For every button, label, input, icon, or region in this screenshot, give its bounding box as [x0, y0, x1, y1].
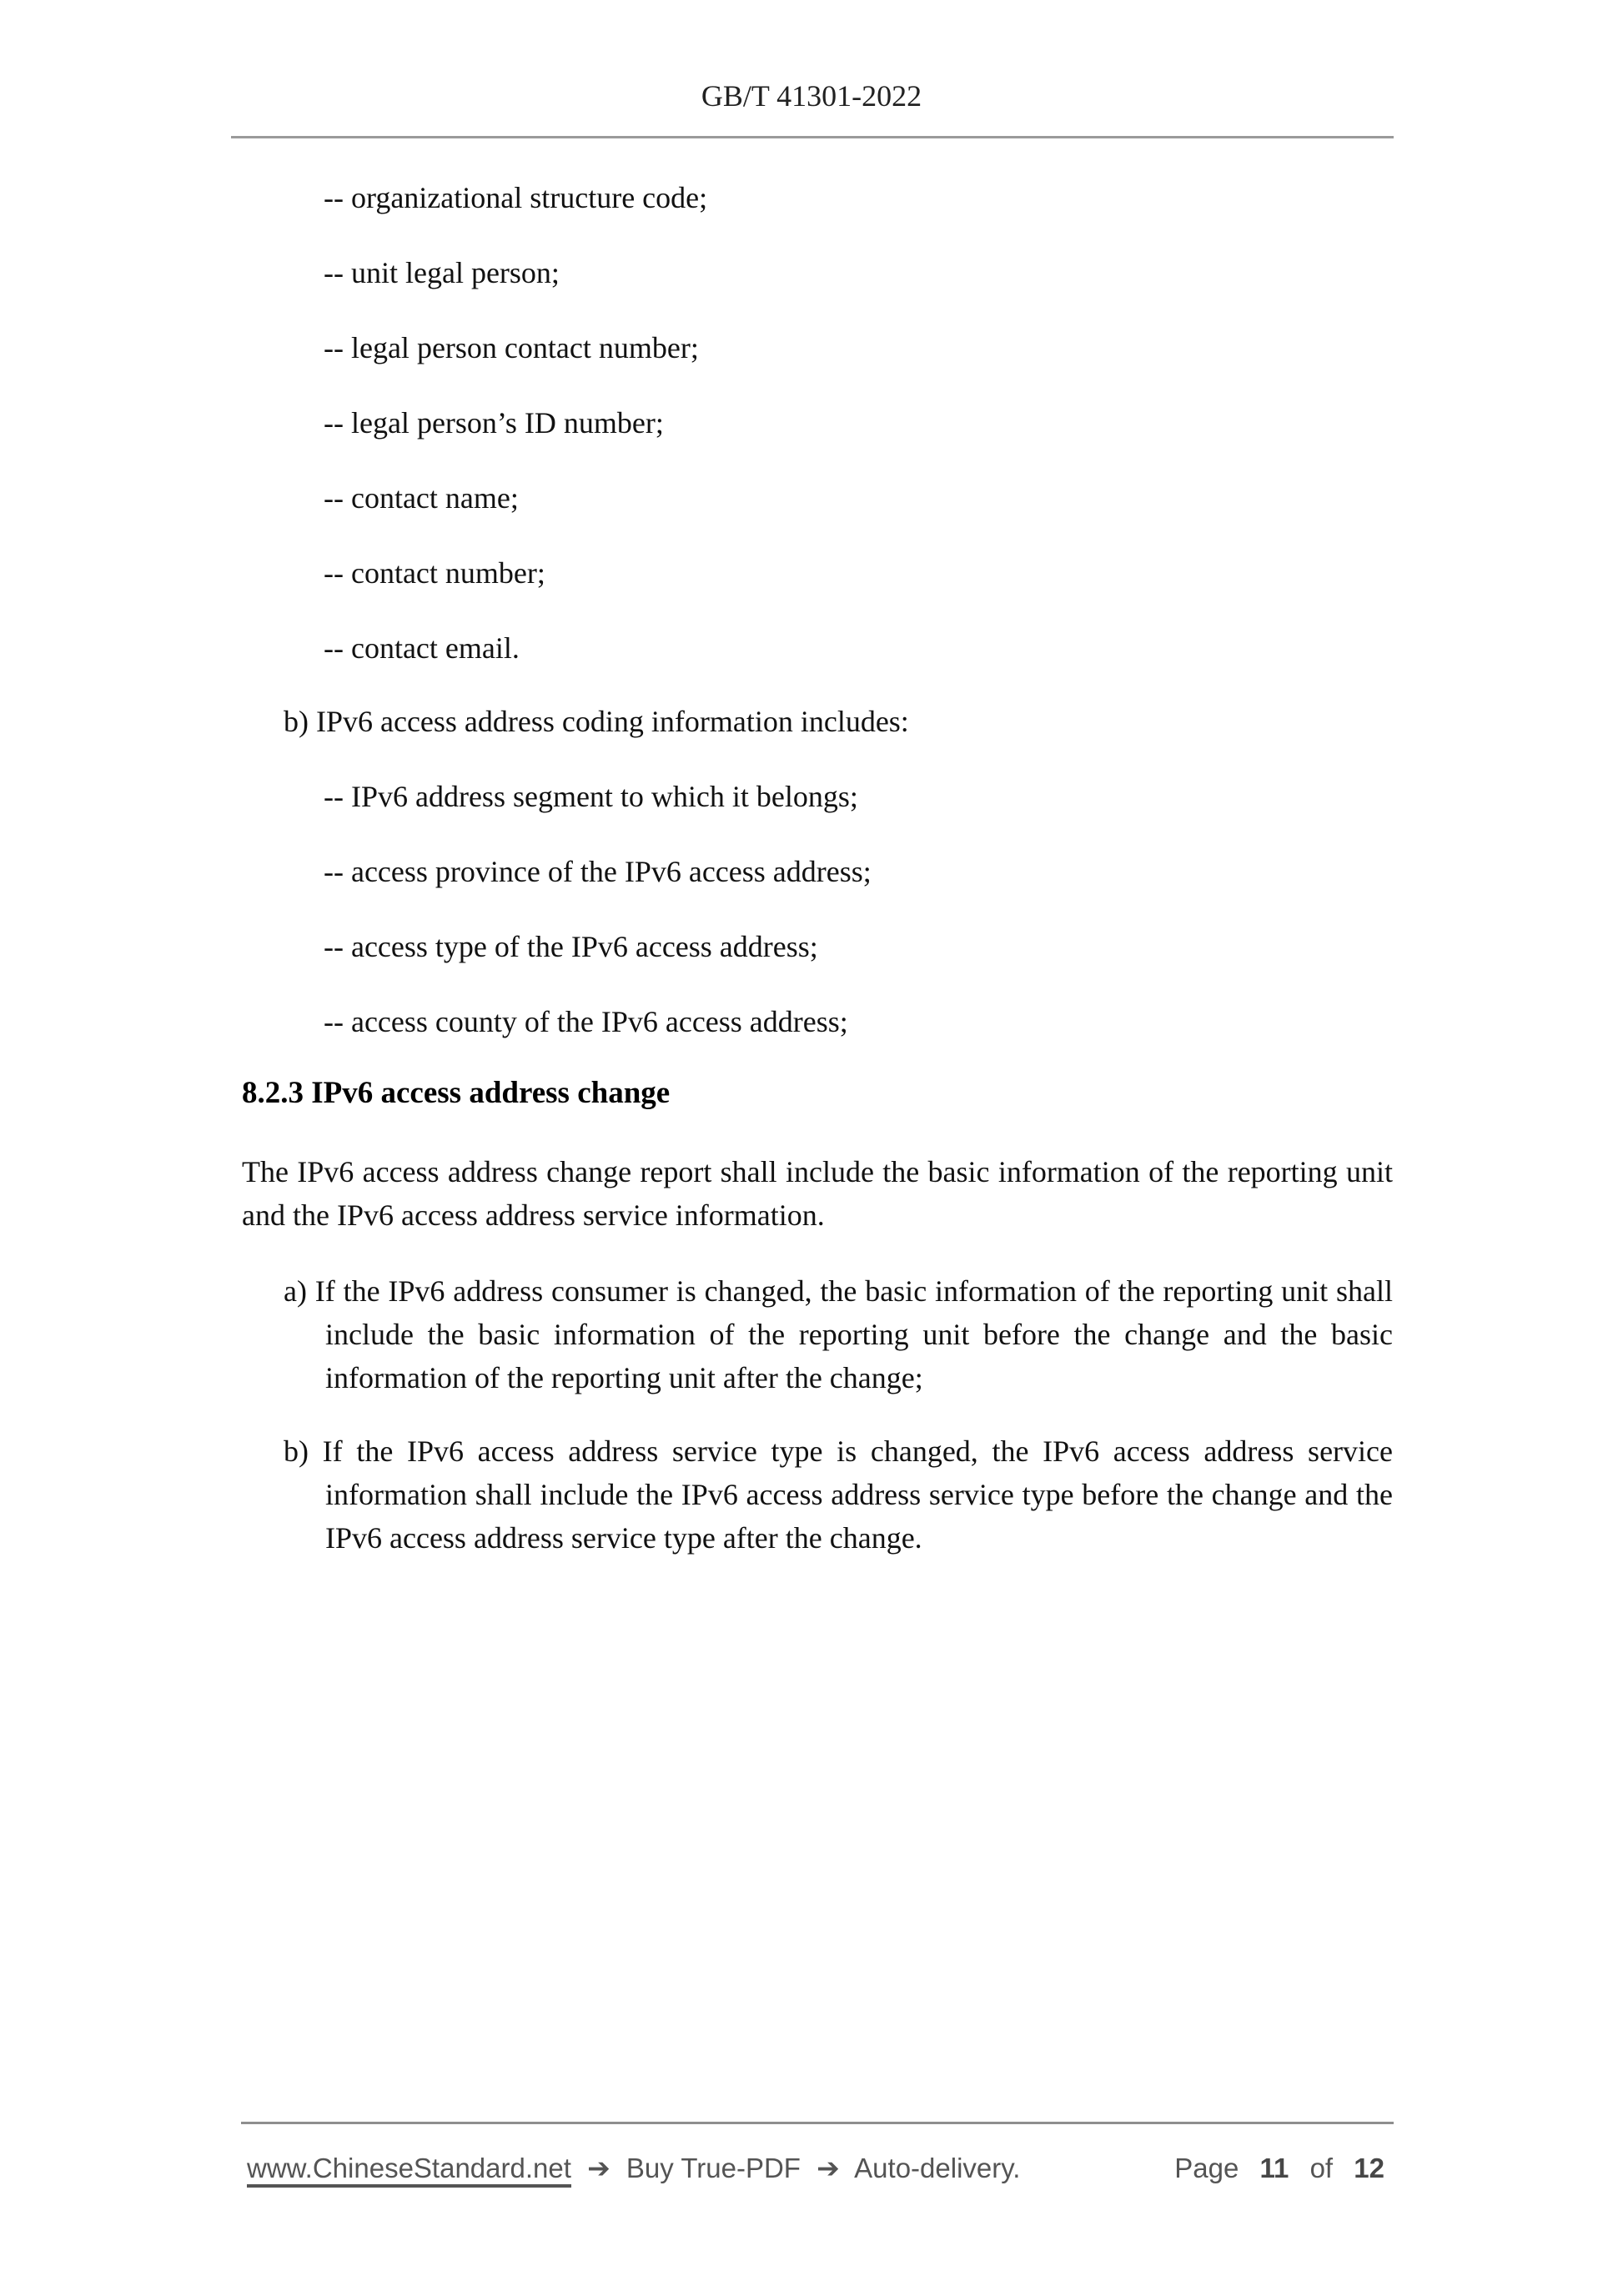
- page-label: Page: [1174, 2153, 1239, 2183]
- header-divider: [231, 136, 1394, 138]
- section-heading: 8.2.3 IPv6 access address change: [242, 1076, 671, 1110]
- list-item: -- organizational structure code;: [324, 181, 708, 214]
- page-total: 12: [1354, 2153, 1384, 2183]
- site-link[interactable]: www.ChineseStandard.net: [247, 2153, 571, 2188]
- list-item: -- contact name;: [324, 481, 519, 515]
- list-item: -- access province of the IPv6 access address;: [324, 855, 872, 888]
- list-item: -- legal person’s ID number;: [324, 406, 664, 440]
- footer-delivery-text: Auto-delivery.: [854, 2153, 1021, 2183]
- list-item: -- unit legal person;: [324, 256, 560, 289]
- list-item-b-change: b) If the IPv6 access address service type is changed, the IPv6 access address service information shall include the IPv6 access address service type before the change and the IPv6 access address service type after the change.: [284, 1434, 1393, 1555]
- footer-buy-text: Buy True-PDF: [626, 2153, 801, 2183]
- dash-list-coding-info: [324, 775, 872, 1075]
- list-item-b-coding: b) IPv6 access address coding information includes:: [284, 705, 909, 738]
- list-item-a-change: a) If the IPv6 address consumer is changed, the basic information of the reporting unit shall include the basic information of the reporting unit before the change and the basic information of the reporting unit after the change;: [284, 1274, 1393, 1394]
- list-item: -- legal person contact number;: [324, 331, 699, 364]
- list-item: -- access county of the IPv6 access address;: [324, 1005, 848, 1038]
- arrow-icon: ➔: [817, 2153, 840, 2183]
- page-indicator: [1174, 2150, 1384, 2187]
- page-current: 11: [1259, 2153, 1289, 2183]
- body-paragraph: The IPv6 access address change report shall include the basic information of the reporting unit and the IPv6 access address service information.: [242, 1155, 1393, 1232]
- list-item: -- contact email.: [324, 631, 520, 665]
- list-item: -- access type of the IPv6 access address;: [324, 930, 818, 963]
- list-item: -- IPv6 address segment to which it belongs;: [324, 780, 858, 813]
- dash-list-basic-info: [324, 176, 707, 701]
- arrow-icon: ➔: [587, 2153, 611, 2183]
- of-label: of: [1309, 2153, 1334, 2183]
- standard-number: GB/T 41301-2022: [701, 79, 922, 113]
- list-item: -- contact number;: [324, 556, 545, 590]
- footer-info: [247, 2150, 1020, 2187]
- footer-divider: [241, 2122, 1394, 2124]
